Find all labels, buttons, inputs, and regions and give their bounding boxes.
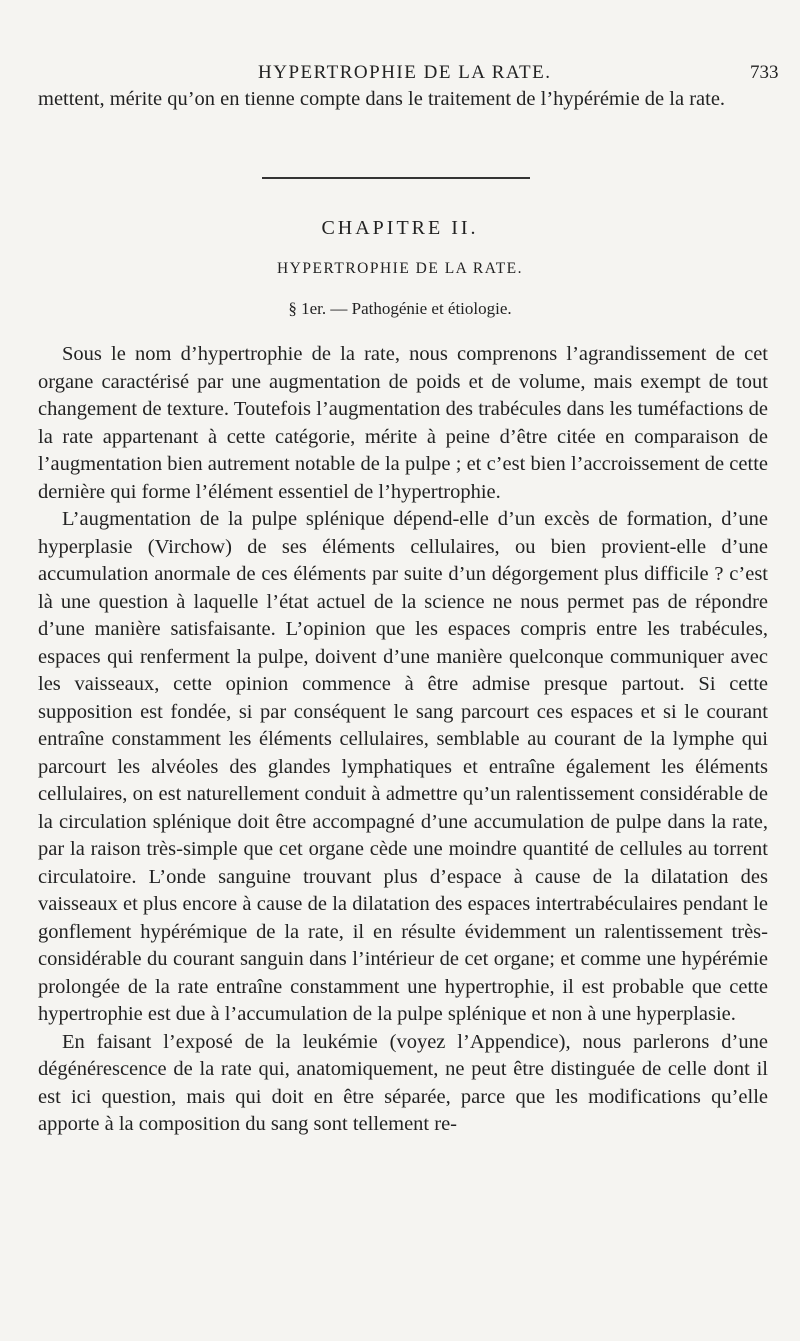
paragraph: Sous le nom d’hypertrophie de la rate, nous comprenons l’agrandissement de cet organe caractérisé par une augmentation de poids et de volume, mais exempt de tout changement de texture. Toutefois l’augmentation des trabécules dans les tuméfactions de la rate appartenant à cette catégorie, mérite à peine d’être citée en comparaison de l’augmentation bien autrement notable de la pulpe ; et c’est bien l’accroissement de cette dernière qui forme l’élément essentiel de l’hypertrophie. — [38, 343, 768, 503]
main-text — [38, 341, 768, 1139]
paragraph: L’augmentation de la pulpe splénique dépend-elle d’un excès de formation, d’une hyperplasie (Virchow) de ses éléments cellulaires, ou bien provient-elle d’une accumulation anormale de ces éléments par suite d’un dégorgement plus difficile ? c’est là une question à laquelle l’état actuel de la science ne nous permet pas de répondre d’une manière satisfaisante. L’opinion que les espaces compris entre les trabécules, espaces qui renferment la pulpe, doivent d’une manière quelconque communiquer avec les vaisseaux, cette opinion commence à être admise presque partout. Si cette supposition est fondée, si par conséquent le sang parcourt ces espaces et si le courant entraîne constamment les éléments cellulaires, semblable au courant de la lymphe qui parcourt les alvéoles des glandes lymphatiques et entraîne également les éléments cellulaires, on est naturellement conduit à admettre qu’un ralentissement considérable de la circulation splénique doit être accompagné d’une accumulation de pulpe dans la rate, par la raison très-simple que cet organe cède une moindre quantité de cellules au torrent circulatoire. L’onde sanguine trouvant plus d’espace à cause de la dilatation des vaisseaux et plus encore à cause de la dilatation des espaces intertrabéculaires pendant le gonflement hypérémique de la rate, il en résulte évidemment un ralentissement très-considérable du courant sanguin dans l’intérieur de cet organe; et comme une hypérémie prolongée de la rate entraîne constamment une hypertrophie, il est probable que cette hypertrophie est due à l’accumulation de la pulpe splénique et non à une hyperplasie. — [38, 508, 768, 1025]
chapter-title: CHAPITRE II. — [321, 217, 479, 239]
section-title: HYPERTROPHIE DE LA RATE. — [276, 260, 524, 277]
section-divider — [262, 177, 530, 179]
running-title: HYPERTROPHIE DE LA RATE. — [258, 62, 552, 83]
page-number: 733 — [750, 62, 779, 83]
subsection-heading: § 1er. — Pathogénie et étiologie. — [288, 299, 512, 318]
intro-paragraph: mettent, mérite qu’on en tienne compte dans le traitement de l’hypérémie de la rate. — [38, 88, 726, 110]
paragraph: En faisant l’exposé de la leukémie (voyez l’Appendice), nous parlerons d’une dégénérescence de la rate qui, anatomiquement, ne peut être distinguée de celle dont il est ici question, mais qui doit en être séparée, parce que les modifications qu’elle apporte à la composition du sang sont tellement re- — [38, 1030, 768, 1135]
